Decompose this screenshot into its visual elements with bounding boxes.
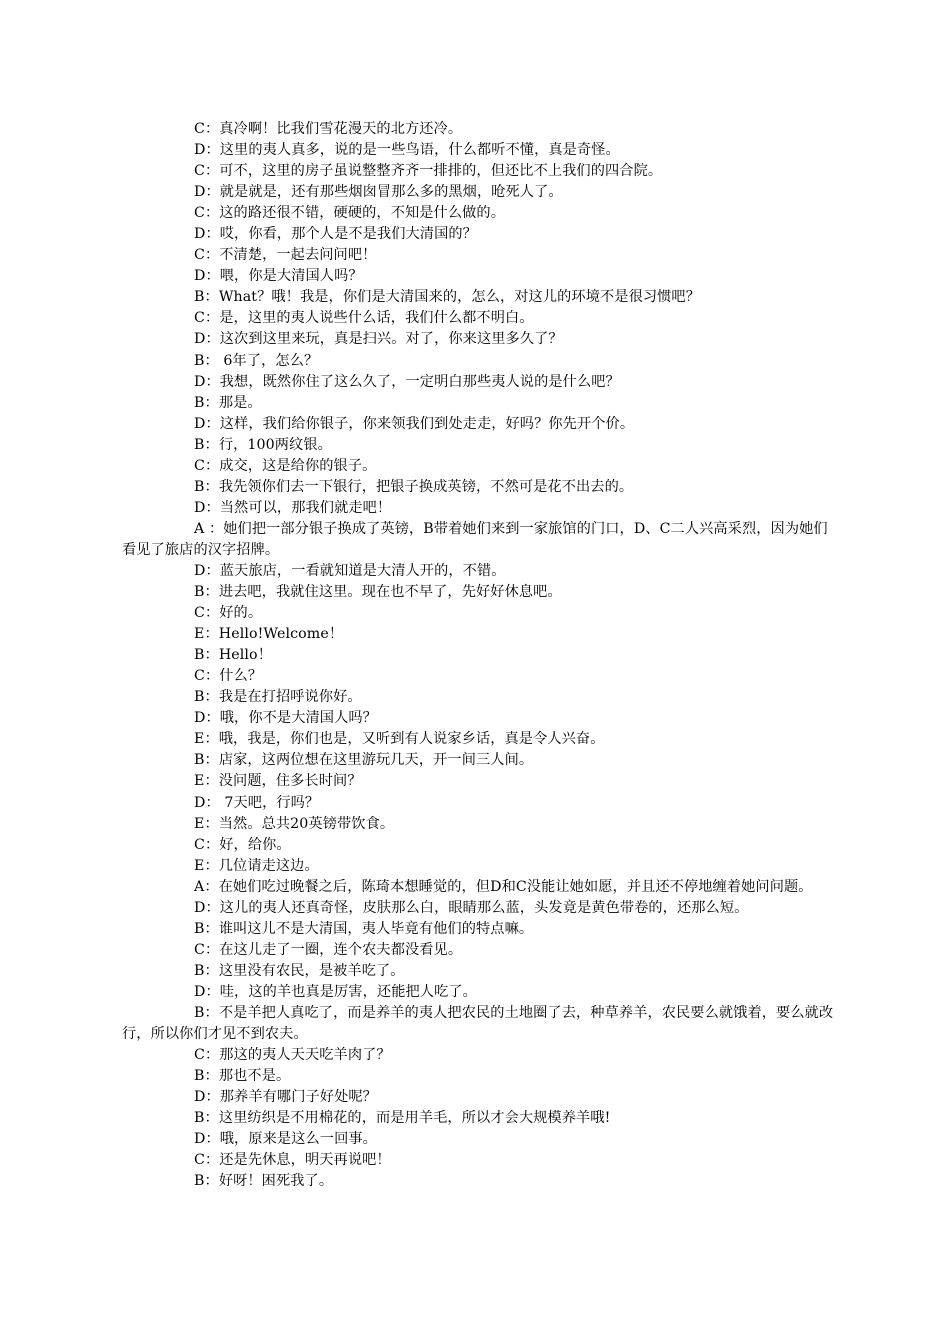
dialogue-line: B： 6年了，怎么？ [194,352,319,369]
dialogue-line: B：不是羊把人真吃了，而是养羊的夷人把农民的土地圈了去，种草养羊，农民要么就饿着，要么就改行，所以你们才见不到农夫。 [122,1004,834,1043]
dialogue-line: D： 7天吧，行吗？ [194,794,320,811]
dialogue-line: C：那这的夷人天天吃羊肉了？ [194,1047,391,1064]
dialogue-line: B：Hello！ [194,647,272,664]
dialogue-line: C：是，这里的夷人说些什么话，我们什么都不明白。 [194,310,534,327]
dialogue-line: B：谁叫这儿不是大清国，夷人毕竟有他们的特点嘛。 [194,920,534,937]
dialogue-line: D：哇，这的羊也真是厉害，还能把人吃了。 [194,983,477,1000]
dialogue-line: E：当然。总共20英镑带饮食。 [194,815,395,832]
dialogue-line: C：成交，这是给你的银子。 [194,457,377,474]
narration-paragraph: A：在她们吃过晚餐之后，陈琦本想睡觉的，但D和C没能让她如愿，并且还不停地缠着她问问题。 [194,878,813,895]
dialogue-text [122,119,840,1192]
dialogue-line: B：进去吧，我就住这里。现在也不早了，先好好休息吧。 [194,584,562,601]
dialogue-line: B：What？哦！我是，你们是大清国来的，怎么，对这儿的环境不是很习惯吧？ [194,289,701,306]
dialogue-line: C：好的。 [194,605,263,622]
dialogue-line: C：在这儿走了一圈，连个农夫都没看见。 [194,941,463,958]
dialogue-line: C：可不，这里的房子虽说整整齐齐一排排的，但还比不上我们的四合院。 [194,163,663,180]
dialogue-line: D：我想，既然你住了这么久了，一定明白那些夷人说的是什么吧？ [194,373,620,390]
dialogue-line: C：什么？ [194,668,263,685]
dialogue-line: D：喂，你是大清国人吗？ [194,268,363,285]
dialogue-line: E：几位请走这边。 [194,857,319,874]
dialogue-line: E：Hello!Welcome！ [194,626,344,643]
dialogue-line: D：这次到这里来玩，真是扫兴。对了，你来这里多久了？ [194,331,563,348]
dialogue-line: D：就是就是，还有那些烟囱冒那么多的黑烟，呛死人了。 [194,184,563,201]
dialogue-line: D：哎，你看，那个人是不是我们大清国的？ [194,226,477,243]
dialogue-line: D：当然可以，那我们就走吧！ [194,499,392,516]
dialogue-line: C：真冷啊！比我们雪花漫天的北方还冷。 [194,121,463,137]
dialogue-line: E：哦，我是，你们也是，又听到有人说家乡话，真是令人兴奋。 [194,731,605,748]
dialogue-line: E：没问题，住多长时间？ [194,773,362,790]
dialogue-line: D：这里的夷人真多，说的是一些鸟语，什么都听不懂，真是奇怪。 [194,142,620,159]
dialogue-line: D：哦，原来是这么一回事。 [194,1131,377,1148]
dialogue-line: B：我先领你们去一下银行，把银子换成英镑，不然可是花不出去的。 [194,478,634,495]
dialogue-line: D：哦，你不是大清国人吗？ [194,710,377,727]
dialogue-line: B：那也不是。 [194,1068,291,1085]
dialogue-line: B：好呀！困死我了。 [194,1173,334,1190]
dialogue-line: B：行，100两纹银。 [194,436,332,453]
dialogue-line: C：还是先休息，明天再说吧！ [194,1152,391,1169]
dialogue-line: C：好，给你。 [194,836,291,853]
dialogue-line: B：这里纺织是不用棉花的，而是用羊毛，所以才会大规模养羊哦! [194,1110,611,1127]
dialogue-line: C：不清楚，一起去问问吧！ [194,247,377,264]
dialogue-line: D：蓝天旅店，一看就知道是大清人开的，不错。 [194,562,506,579]
narration-paragraph: A ：她们把一部分银子换成了英镑，B带着她们来到一家旅馆的门口，D、C二人兴高采烈，因为她们看见了旅店的汉字招牌。 [122,520,828,558]
dialogue-line: B：这里没有农民，是被羊吃了。 [194,962,405,979]
dialogue-line: D：这儿的夷人还真奇怪，皮肤那么白，眼睛那么蓝，头发竟是黄色带卷的，还那么短。 [194,899,749,916]
dialogue-line: C：这的路还很不错，硬硬的，不知是什么做的。 [194,205,505,222]
dialogue-line: D：这样，我们给你银子，你来领我们到处走走，好吗？你先开个价。 [194,415,635,432]
dialogue-line: B：我是在打招呼说你好。 [194,689,362,706]
dialogue-line: B：那是。 [194,394,262,411]
dialogue-line: B：店家，这两位想在这里游玩几天，开一间三人间。 [194,752,534,769]
dialogue-line: D：那养羊有哪门子好处呢？ [194,1089,377,1106]
